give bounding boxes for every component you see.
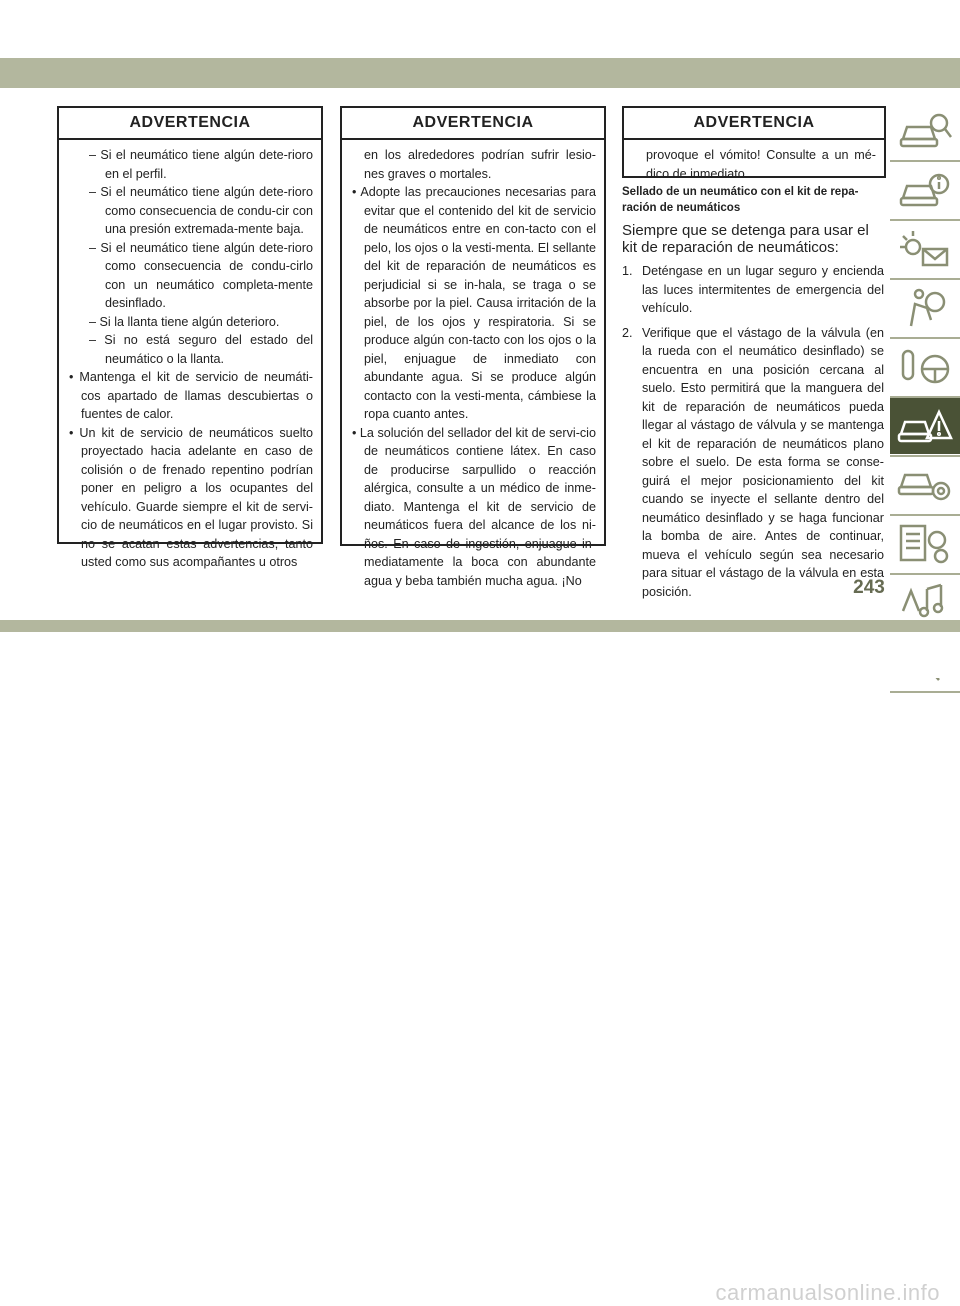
warning-item: • Adopte las precauciones necesarias para evitar que el contenido del kit de servicio de neumáticos entre en con-tacto con el pelo, los ojos o la vesti-menta. El sellante del kit de reparación de neumáticos es perjudicial si se in-hala, se traga o se absorbe por la piel. Causa irritación de la piel, de los ojos y respiratoria. Si se produce algún con-tacto con los ojos o la piel, enjuague de inmediato con abundante agua. Si se produce algún contacto con la vesti-menta, cámbiese la ropa cuanto antes. bbox=[352, 185, 596, 421]
header-band bbox=[0, 58, 960, 88]
warning-box-3 bbox=[622, 106, 886, 181]
warning-item: • Un kit de servicio de neumáticos suelto proyectado hacia adelante en caso de colisión o de frenado repentino podrían poner en peligro a los ocupantes del vehículo. Guarde siempre el kit de servi-cio de neumáticos en el lugar provisto. Si no se acatan estas advertencias, tanto usted como sus acompañantes u otros bbox=[69, 425, 313, 569]
key-steering-wheel-icon[interactable] bbox=[890, 339, 960, 395]
warning-title: ADVERTENCIA bbox=[59, 108, 321, 140]
warning-body bbox=[59, 140, 321, 578]
step-number: 2. bbox=[622, 325, 633, 340]
warning-body bbox=[624, 140, 884, 189]
page-number: 243 bbox=[853, 577, 885, 598]
list-item bbox=[622, 324, 884, 602]
car-breakdown-warning-icon[interactable] bbox=[890, 398, 960, 454]
watermark: carmanualsonline.info bbox=[715, 1280, 940, 1305]
warning-title: ADVERTENCIA bbox=[342, 108, 604, 140]
step-text: Deténgase en un lugar seguro y encienda las luces intermitentes de emergencia del vehículo. bbox=[642, 264, 884, 315]
warning-item: – Si el neumático tiene algún dete-rioro en el perfil. bbox=[89, 148, 313, 181]
warning-item: • Mantenga el kit de servicio de neumáti-cos apartado de llamas descubiertas o fuentes de calor. bbox=[69, 370, 313, 421]
footer bbox=[0, 632, 960, 1305]
car-info-icon[interactable] bbox=[890, 162, 960, 218]
warning-box-1 bbox=[57, 106, 323, 569]
warning-item: – Si la llanta tiene algún deterioro. bbox=[89, 314, 280, 329]
warning-title: ADVERTENCIA bbox=[624, 108, 884, 140]
warning-item: – Si el neumático tiene algún dete-rioro como consecuencia de condu-cirlo con un neumático completa-mente desinflado. bbox=[89, 240, 313, 310]
step-number: 1. bbox=[622, 264, 633, 278]
list-item bbox=[622, 262, 884, 318]
warning-item: – Si no está seguro del estado del neumático o la llanta. bbox=[89, 333, 313, 366]
car-wrench-icon[interactable] bbox=[890, 457, 960, 513]
warning-lights-message-icon[interactable] bbox=[890, 221, 960, 277]
step-text: Verifique que el vástago de la válvula (en la rueda con el neumático desinflado) se encuentra en una posición cercana al suelo. Esto permitirá que la manguera del kit de reparación de neumáticos pueda llegar al vástago de válvula y se mantenga el kit de reparación de neumáticos plano sobre el suelo. De esta forma se conse-guirá el mejor posicionamiento del kit cuando se inyecte el sellante dentro del neumático desinflado y se haga funcionar la bomba de aire. Antes de continuar, mueva el vehículo según sea necesario para situar el vástago de la válvula en esta posición. bbox=[642, 325, 884, 599]
car-search-icon[interactable] bbox=[890, 103, 960, 159]
spec-list-gear-icon[interactable] bbox=[890, 516, 960, 572]
section-content bbox=[622, 184, 884, 601]
warning-body bbox=[342, 140, 604, 596]
warning-item: • La solución del sellador del kit de servi-cio de neumáticos contiene látex. En caso de producirse sarpullido o reacción alérgica, consulte a un médico de inme-diato. Mantenga el kit de servicio de neumáticos fuera del alcance de los ni-ños. En caso de ingestión, enjuague in-mediatamente la boca con abundante agua y beba también mucha agua. ¡No bbox=[352, 425, 596, 588]
warning-box-2 bbox=[340, 106, 606, 588]
person-airbag-icon[interactable] bbox=[890, 280, 960, 336]
steps-list bbox=[622, 262, 884, 601]
warning-item: – Si el neumático tiene algún dete-rioro como consecuencia de condu-cir con una presión extremada-mente baja. bbox=[89, 185, 313, 236]
footer-band bbox=[0, 620, 960, 632]
warning-item: provoque el vómito! Consulte a un mé-dico de inmediato. bbox=[646, 148, 876, 181]
section-heading: Sellado de un neumático con el kit de repa-ración de neumáticos bbox=[622, 186, 859, 214]
section-subheading: Siempre que se detenga para usar el kit de reparación de neumáticos: bbox=[622, 222, 869, 256]
warning-item: en los alrededores podrían sufrir lesio-nes graves o mortales. bbox=[364, 148, 596, 181]
